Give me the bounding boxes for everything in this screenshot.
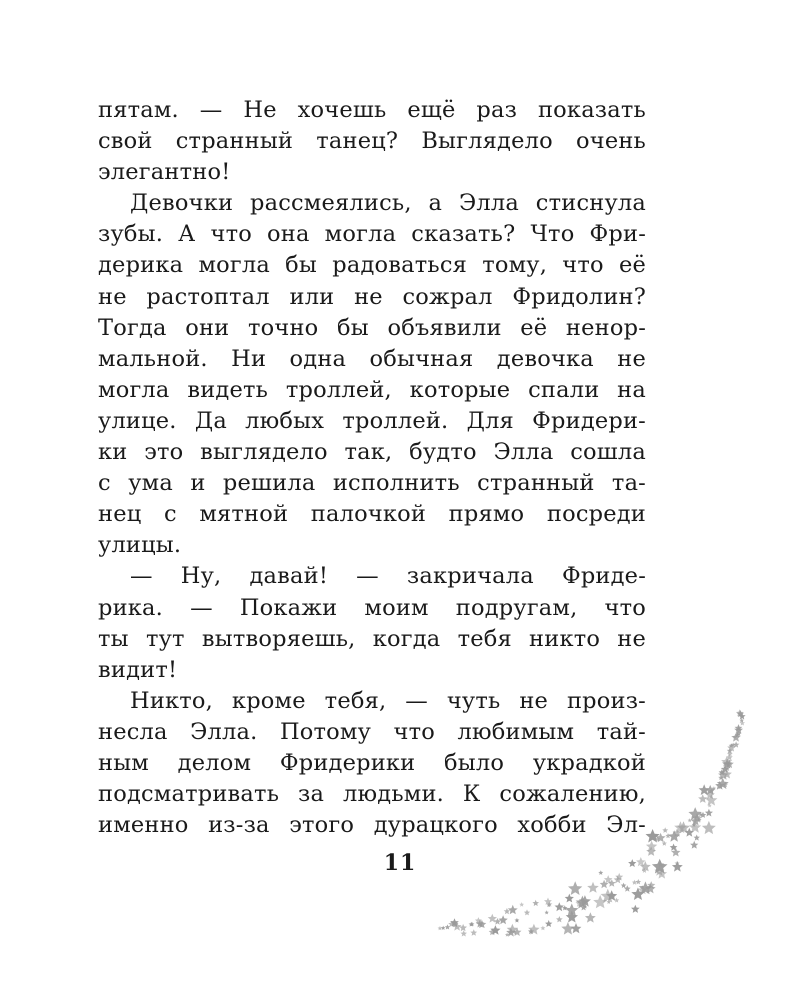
star-icon — [488, 914, 497, 923]
text-line: пятам. — Не хочешь ещё раз показать — [98, 97, 646, 123]
text-line: Девочки рассмеялись, а Элла стиснула — [130, 190, 646, 217]
star-icon — [580, 904, 587, 910]
star-icon — [576, 896, 590, 909]
star-icon — [571, 923, 582, 933]
star-icon — [665, 833, 670, 838]
star-icon — [469, 922, 474, 927]
text-line: зубы. А что она могла сказать? Что Фри- — [98, 221, 646, 248]
star-icon — [639, 881, 653, 894]
star-icon — [606, 890, 617, 901]
star-icon — [688, 807, 702, 820]
star-icon — [662, 841, 667, 846]
star-icon — [718, 775, 723, 780]
star-icon — [697, 817, 701, 821]
star-icon — [647, 881, 655, 889]
star-icon — [722, 769, 732, 778]
star-icon — [513, 928, 522, 936]
star-icon — [508, 905, 518, 915]
star-icon — [524, 909, 530, 915]
star-icon — [739, 713, 746, 720]
star-icon — [724, 765, 731, 771]
star-icon — [621, 883, 627, 888]
star-icon — [593, 895, 607, 908]
text-line: Никто, кроме тебя, — чуть не произ- — [130, 687, 646, 714]
page-number: 11 — [383, 850, 417, 876]
star-icon — [638, 885, 648, 894]
text-line: ты тут вытворяешь, когда тебя никто не — [98, 625, 646, 652]
star-icon — [506, 928, 516, 937]
star-icon — [662, 827, 668, 833]
star-icon — [545, 910, 549, 914]
star-icon — [438, 926, 443, 930]
star-icon — [737, 710, 744, 717]
star-icon — [646, 829, 660, 843]
text-line: несла Элла. Потому что любимым тай- — [98, 718, 646, 745]
star-icon — [604, 875, 613, 883]
star-icon — [614, 898, 619, 903]
star-icon — [668, 830, 680, 842]
star-icon — [562, 905, 567, 910]
star-icon — [739, 718, 744, 722]
star-icon — [690, 841, 698, 849]
star-icon — [726, 754, 733, 760]
text-line: дерика могла бы радоваться тому, что её — [98, 252, 646, 279]
page-text — [98, 95, 646, 841]
star-icon — [725, 760, 734, 769]
text-line: Тогда они точно бы объявили её ненор- — [98, 314, 646, 341]
star-icon — [721, 756, 732, 767]
star-icon — [731, 733, 740, 742]
star-icon — [528, 928, 534, 934]
star-icon — [733, 735, 738, 739]
star-icon — [470, 922, 475, 926]
star-icon — [655, 836, 661, 841]
star-icon — [441, 926, 446, 930]
text-line: улице. Да любых троллей. Для Фридери- — [98, 407, 646, 434]
star-icon — [608, 879, 616, 887]
star-icon — [705, 794, 717, 806]
star-icon — [698, 812, 703, 817]
star-icon — [688, 818, 692, 822]
text-line: рика. — Покажи моим подругам, что — [98, 594, 646, 621]
star-icon — [507, 924, 518, 935]
star-icon — [736, 731, 742, 737]
star-icon — [727, 751, 733, 757]
star-icon — [587, 882, 599, 893]
star-icon — [448, 921, 455, 927]
star-icon — [585, 912, 596, 922]
star-icon — [699, 784, 710, 795]
star-icon — [708, 803, 712, 807]
star-icon — [450, 918, 459, 926]
star-icon — [719, 769, 726, 775]
star-icon — [677, 821, 690, 833]
text-line: нец с мятной палочкой прямо посреди — [98, 501, 646, 528]
star-icon — [722, 759, 732, 769]
star-icon — [453, 922, 462, 931]
star-icon — [736, 709, 744, 716]
text-line: элегантно! — [98, 159, 231, 186]
star-icon — [727, 748, 733, 754]
text-line: видит! — [98, 656, 178, 683]
star-icon — [645, 883, 656, 893]
star-icon — [566, 911, 578, 923]
star-icon — [600, 880, 609, 888]
star-icon — [735, 732, 740, 737]
star-icon — [565, 903, 578, 916]
star-icon — [705, 809, 713, 817]
star-icon — [565, 894, 574, 903]
star-icon — [700, 812, 707, 818]
star-icon — [579, 895, 591, 907]
star-icon — [721, 765, 729, 773]
star-icon — [555, 902, 565, 911]
star-icon — [731, 743, 736, 747]
star-icon — [685, 828, 694, 837]
star-icon — [727, 744, 736, 752]
text-line: свой странный танец? Выглядело очень — [98, 128, 646, 155]
text-line: ки это выглядело так, будто Элла сошла — [98, 439, 646, 466]
star-icon — [528, 924, 539, 935]
star-icon — [532, 900, 539, 906]
star-icon — [705, 790, 715, 799]
text-line: не растоптал или не сожрал Фридолин? — [98, 283, 646, 310]
text-line: именно из-за этого дурацкого хобби Эл- — [98, 812, 646, 839]
star-icon — [614, 876, 622, 884]
star-icon — [547, 901, 553, 906]
star-icon — [494, 918, 501, 925]
star-icon — [499, 915, 508, 924]
star-icon — [733, 741, 740, 747]
text-line: подсматривать за людьми. К сожалению, — [98, 781, 646, 808]
star-icon — [718, 770, 729, 780]
star-icon — [709, 789, 714, 794]
text-line: ным делом Фридерики было украдкой — [98, 749, 646, 776]
star-icon — [475, 917, 482, 924]
star-icon — [470, 929, 477, 936]
star-icon — [715, 781, 724, 790]
star-icon — [729, 743, 734, 748]
star-icon — [734, 726, 743, 734]
star-icon — [735, 724, 743, 731]
star-icon — [490, 925, 500, 935]
star-icon — [545, 920, 552, 927]
star-icon — [689, 821, 701, 833]
star-icon — [478, 920, 487, 928]
star-icon — [445, 924, 450, 929]
text-line: мальной. Ни одна обычная девочка не — [98, 345, 646, 372]
text-line: — Ну, давай! — закричала Фриде- — [130, 563, 646, 590]
star-icon — [568, 881, 582, 895]
star-icon — [556, 916, 563, 922]
star-icon — [505, 933, 509, 937]
star-icon — [698, 794, 707, 803]
star-icon — [692, 823, 696, 827]
star-icon — [540, 926, 545, 931]
star-icon — [607, 900, 612, 904]
star-icon — [489, 928, 496, 935]
star-icon — [504, 908, 511, 914]
star-icon — [631, 905, 640, 913]
star-icon — [547, 903, 552, 907]
star-icon — [601, 889, 616, 903]
text-line: с ума и решила исполнить странный та- — [98, 470, 646, 497]
star-icon — [717, 778, 729, 789]
star-icon — [452, 921, 459, 928]
star-icon — [632, 880, 637, 885]
star-icon — [461, 930, 468, 936]
star-icon — [674, 821, 687, 833]
star-icon — [476, 919, 485, 927]
star-icon — [722, 782, 728, 788]
star-icon — [694, 835, 700, 841]
text-line: улицы. — [98, 532, 182, 559]
star-icon — [635, 879, 641, 884]
star-icon — [702, 821, 716, 834]
star-icon — [740, 720, 745, 725]
star-icon — [705, 785, 715, 795]
star-icon — [656, 833, 666, 843]
star-icon — [519, 902, 524, 907]
star-icon — [712, 786, 716, 790]
star-icon — [673, 829, 682, 837]
star-icon — [631, 888, 644, 901]
star-icon — [561, 922, 574, 935]
star-icon — [576, 900, 584, 907]
star-icon — [459, 924, 467, 931]
star-icon — [692, 813, 702, 823]
star-icon — [544, 898, 552, 905]
star-icon — [515, 918, 520, 923]
star-icon — [691, 816, 701, 825]
star-icon — [624, 885, 631, 892]
text-line: могла видеть троллей, которые спали на — [98, 376, 646, 403]
